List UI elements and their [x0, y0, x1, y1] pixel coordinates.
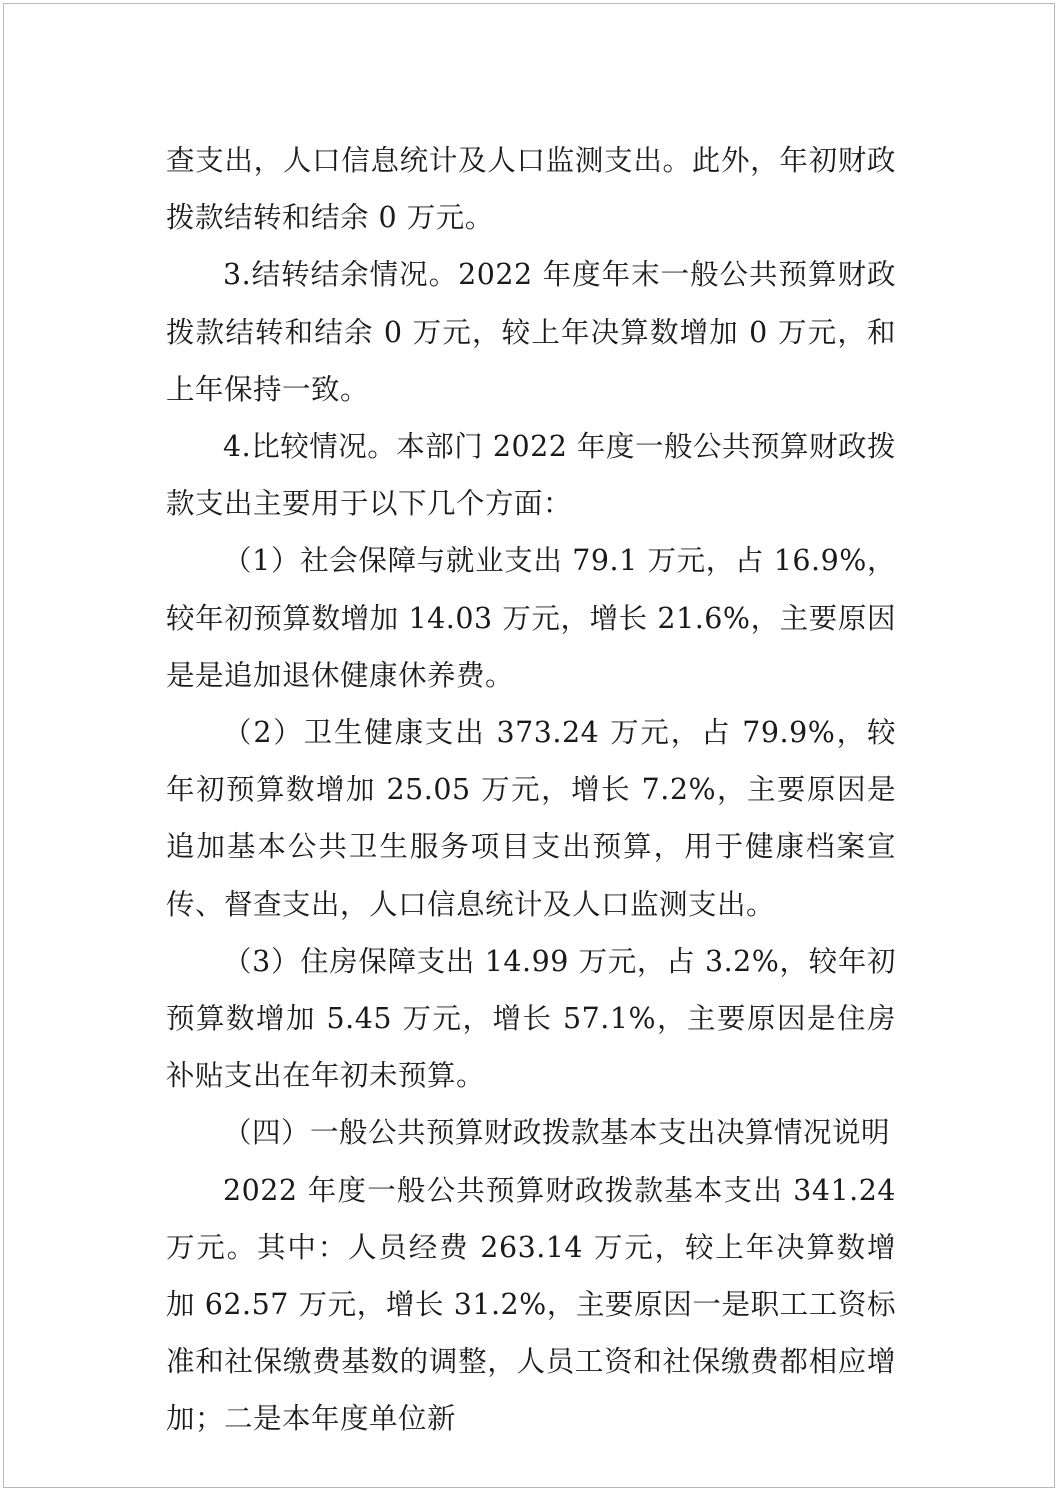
paragraph-housing: （3）住房保障支出 14.99 万元，占 3.2%，较年初预算数增加 5.45 万元，增长 57.1%，主要原因是住房补贴支出在年初未预算。 [166, 944, 896, 1093]
document-body [166, 132, 896, 1448]
paragraph-expenditure-continued: 查支出，人口信息统计及人口监测支出。此外，年初财政拨款结转和结余 0 万元。 [166, 144, 896, 235]
paragraph-health: （2）卫生健康支出 373.24 万元，占 79.9%，较年初预算数增加 25.05 万元，增长 7.2%，主要原因是追加基本公共卫生服务项目支出预算，用于健康档案宣传、督查支出，人口信息统计及人口监测支出。 [166, 716, 896, 921]
paragraph-comparison: 4.比较情况。本部门 2022 年度一般公共预算财政拨款支出主要用于以下几个方面： [166, 430, 896, 521]
paragraph-carryover-status: 3.结转结余情况。2022 年度年末一般公共预算财政拨款结转和结余 0 万元，较上年决算数增加 0 万元，和上年保持一致。 [166, 258, 896, 406]
section-heading-basic-expenditure: （四）一般公共预算财政拨款基本支出决算情况说明 [223, 1116, 891, 1150]
paragraph-social-security: （1）社会保障与就业支出 79.1 万元，占 16.9%，较年初预算数增加 14.03 万元，增长 21.6%，主要原因是是追加退休健康休养费。 [166, 544, 896, 692]
paragraph-basic-expenditure: 2022 年度一般公共预算财政拨款基本支出 341.24 万元。其中：人员经费 263.14 万元，较上年决算数增加 62.57 万元，增长 31.2%，主要原因一是职工工资标准和社保缴费基数的调整，人员工资和社保缴费都相应增加；二是本年度单位新 [166, 1173, 896, 1436]
